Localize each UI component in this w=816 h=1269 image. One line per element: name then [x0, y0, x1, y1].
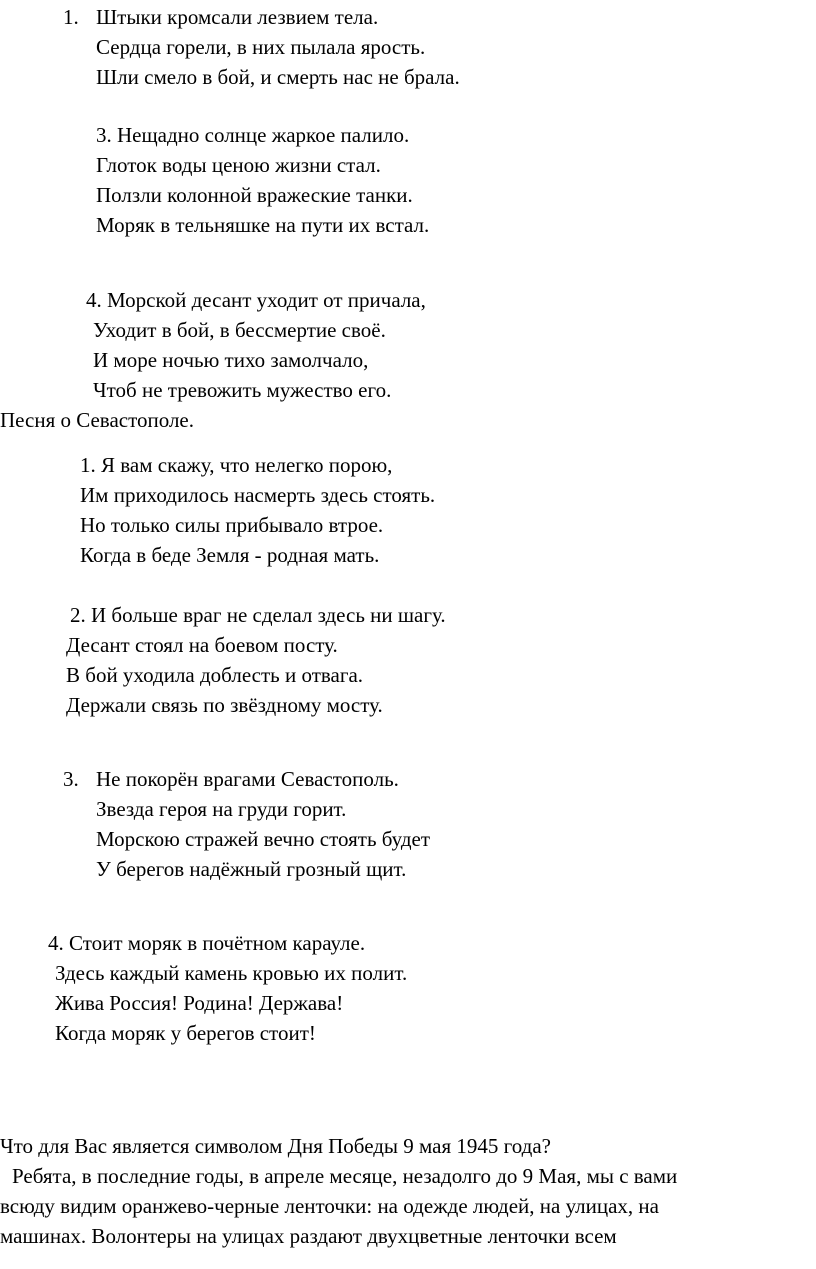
verse-line: Моряк в тельняшке на пути их встал. — [96, 213, 430, 237]
song-title: Песня о Севастополе. — [0, 408, 195, 432]
verse-number: 3. — [63, 767, 79, 791]
verse-line: Глоток воды ценою жизни стал. — [96, 153, 381, 177]
verse-line: Шли смело в бой, и смерть нас не брала. — [96, 65, 460, 89]
verse-line: Здесь каждый камень кровью их полит. — [55, 961, 408, 985]
verse-line: 4. Морской десант уходит от причала, — [86, 288, 426, 312]
verse-line: Чтоб не тревожить мужество его. — [93, 378, 392, 402]
verse-number: 1. — [63, 5, 79, 29]
verse-line: Уходит в бой, в бессмертие своё. — [93, 318, 386, 342]
verse-line: Штыки кромсали лезвием тела. — [96, 5, 379, 29]
paragraph-line: Ребята, в последние годы, в апреле месяце, незадолго до 9 Мая, мы с вами — [12, 1164, 678, 1188]
verse-line: Десант стоял на боевом посту. — [66, 633, 338, 657]
verse-line: Им приходилось насмерть здесь стоять. — [80, 483, 436, 507]
verse-line: Сердца горели, в них пылала ярость. — [96, 35, 426, 59]
verse-line: Звезда героя на груди горит. — [96, 797, 347, 821]
verse-line: Не покорён врагами Севастополь. — [96, 767, 399, 791]
verse-line: И море ночью тихо замолчало, — [93, 348, 369, 372]
verse-line: Жива Россия! Родина! Держава! — [55, 991, 344, 1015]
verse-line: 1. Я вам скажу, что нелегко порою, — [80, 453, 393, 477]
paragraph-line: машинах. Волонтеры на улицах раздают двухцветные ленточки всем — [0, 1224, 617, 1248]
verse-line: 4. Стоит моряк в почётном карауле. — [48, 931, 366, 955]
verse-line: В бой уходила доблесть и отвага. — [66, 663, 364, 687]
verse-line: 2. И больше враг не сделал здесь ни шагу. — [70, 603, 446, 627]
verse-line: Когда моряк у берегов стоит! — [55, 1021, 316, 1045]
verse-line: Когда в беде Земля - родная мать. — [80, 543, 380, 567]
verse-line: Ползли колонной вражеские танки. — [96, 183, 413, 207]
verse-line: 3. Нещадно солнце жаркое палило. — [96, 123, 410, 147]
verse-line: Держали связь по звёздному мосту. — [66, 693, 383, 717]
verse-line: У берегов надёжный грозный щит. — [96, 857, 407, 881]
verse-line: Но только силы прибывало втрое. — [80, 513, 384, 537]
paragraph-line: всюду видим оранжево-черные ленточки: на одежде людей, на улицах, на — [0, 1194, 659, 1218]
question-heading: Что для Вас является символом Дня Победы 9 мая 1945 года? — [0, 1134, 551, 1158]
verse-line: Морскою стражей вечно стоять будет — [96, 827, 431, 851]
